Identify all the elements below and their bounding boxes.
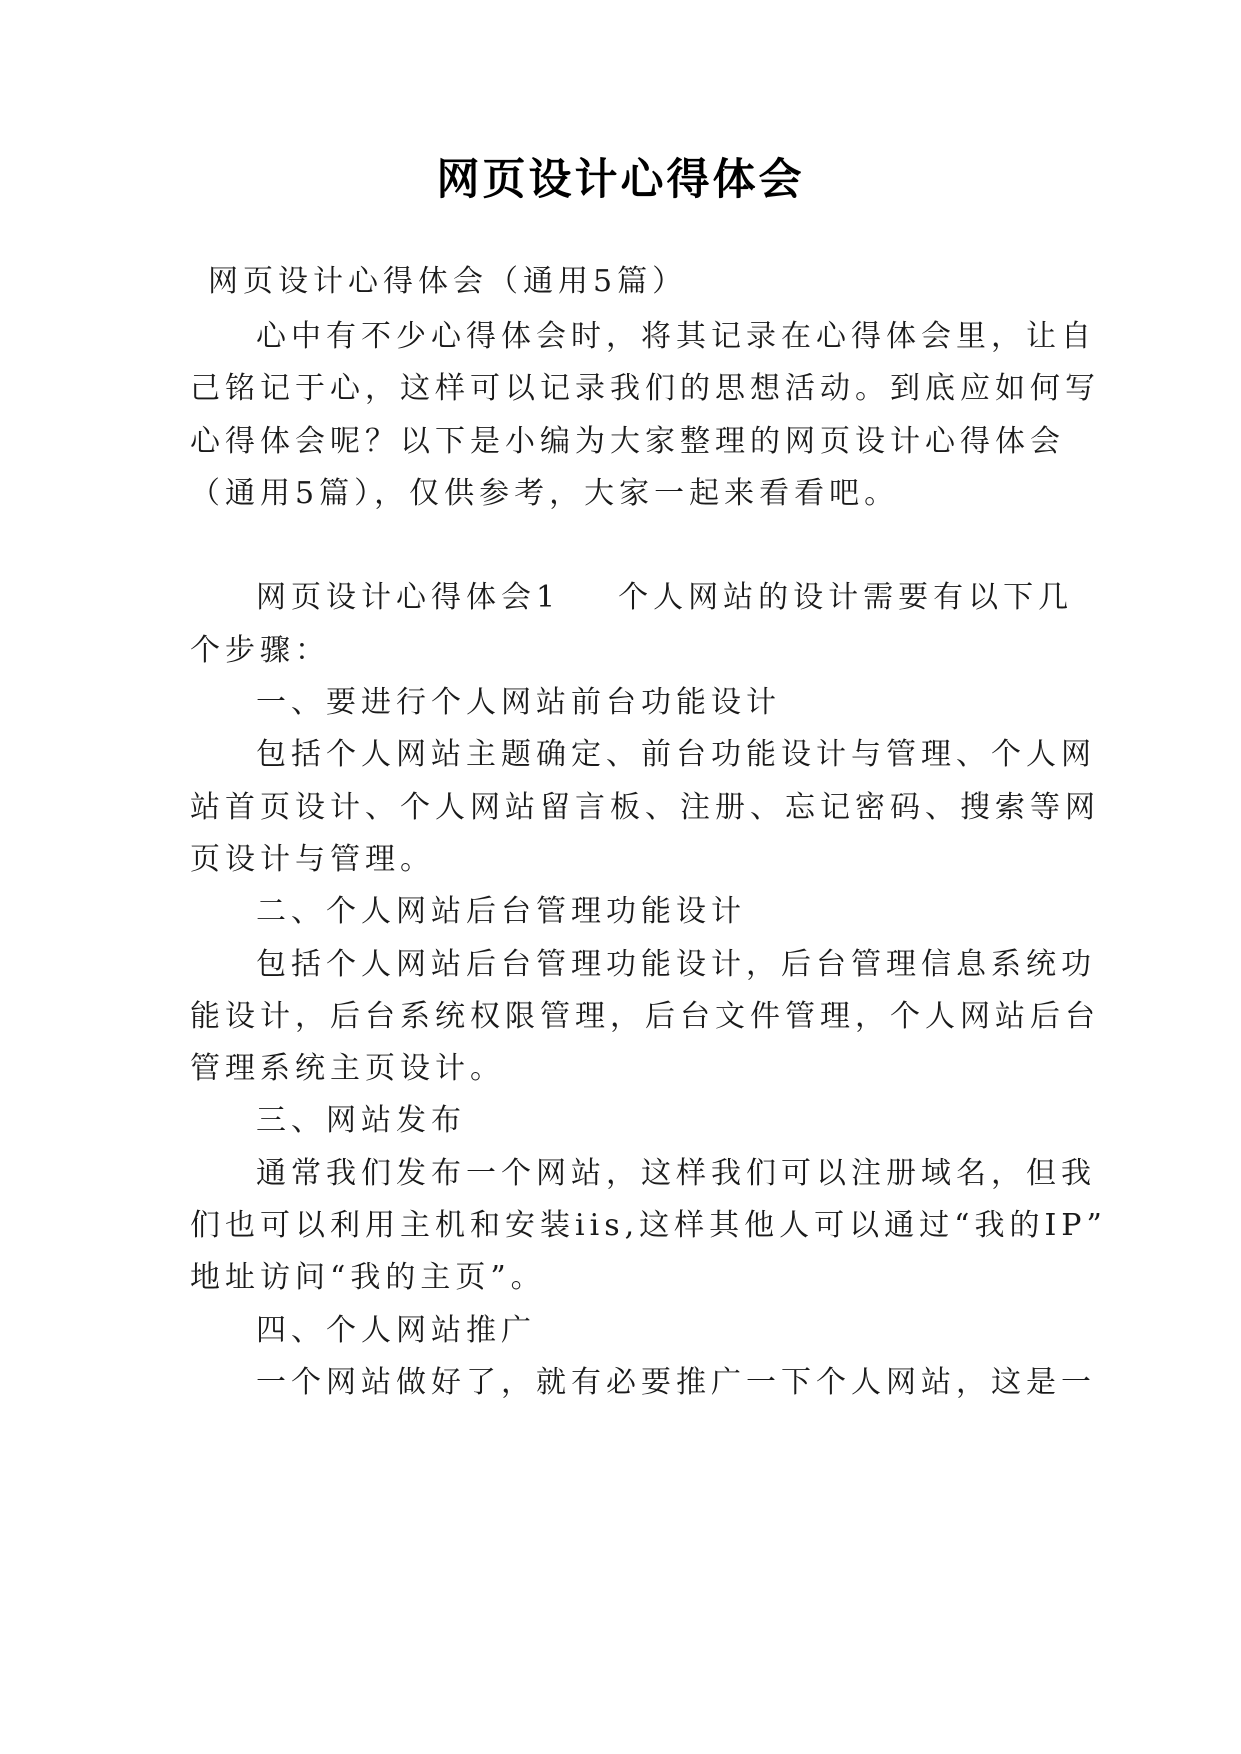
section-1-heading-line — [256, 578, 1073, 618]
body-line-6: 包括个人网站后台管理功能设计，后台管理信息系统功 — [256, 947, 1096, 982]
section-1-heading-line-2: 个步骤： — [190, 633, 330, 668]
intro-line-1: 心中有不少心得体会时，将其记录在心得体会里，让自 — [256, 319, 1096, 354]
body-line-4: 页设计与管理。 — [190, 842, 435, 877]
body-line-5: 二、个人网站后台管理功能设计 — [256, 894, 746, 929]
body-line-13: 四、个人网站推广 — [256, 1313, 536, 1348]
body-line-9: 三、网站发布 — [256, 1103, 466, 1138]
intro-line-3: 心得体会呢？以下是小编为大家整理的网页设计心得体会 — [190, 424, 1065, 459]
intro-line-4: （通用5篇），仅供参考，大家一起来看看吧。 — [190, 476, 900, 511]
body-line-11: 们也可以利用主机和安装iis,这样其他人可以通过“我的IP” — [190, 1208, 1107, 1243]
body-line-3: 站首页设计、个人网站留言板、注册、忘记密码、搜索等网 — [190, 790, 1100, 825]
body-line-14: 一个网站做好了，就有必要推广一下个人网站，这是一 — [256, 1365, 1096, 1400]
intro-line-2: 己铭记于心，这样可以记录我们的思想活动。到底应如何写 — [190, 371, 1100, 406]
body-line-2: 包括个人网站主题确定、前台功能设计与管理、个人网 — [256, 737, 1096, 772]
document-subtitle: 网页设计心得体会（通用5篇） — [208, 264, 688, 299]
document-title: 网页设计心得体会 — [436, 155, 805, 205]
body-line-12: 地址访问“我的主页”。 — [190, 1260, 546, 1295]
body-line-1: 一、要进行个人网站前台功能设计 — [256, 685, 781, 720]
section-1-heading: 网页设计心得体会1 — [256, 580, 561, 615]
section-1-heading-tail: 个人网站的设计需要有以下几 — [618, 580, 1074, 615]
body-line-10: 通常我们发布一个网站，这样我们可以注册域名，但我 — [256, 1156, 1096, 1191]
body-line-7: 能设计，后台系统权限管理，后台文件管理，个人网站后台 — [190, 999, 1100, 1034]
body-line-8: 管理系统主页设计。 — [190, 1051, 505, 1086]
